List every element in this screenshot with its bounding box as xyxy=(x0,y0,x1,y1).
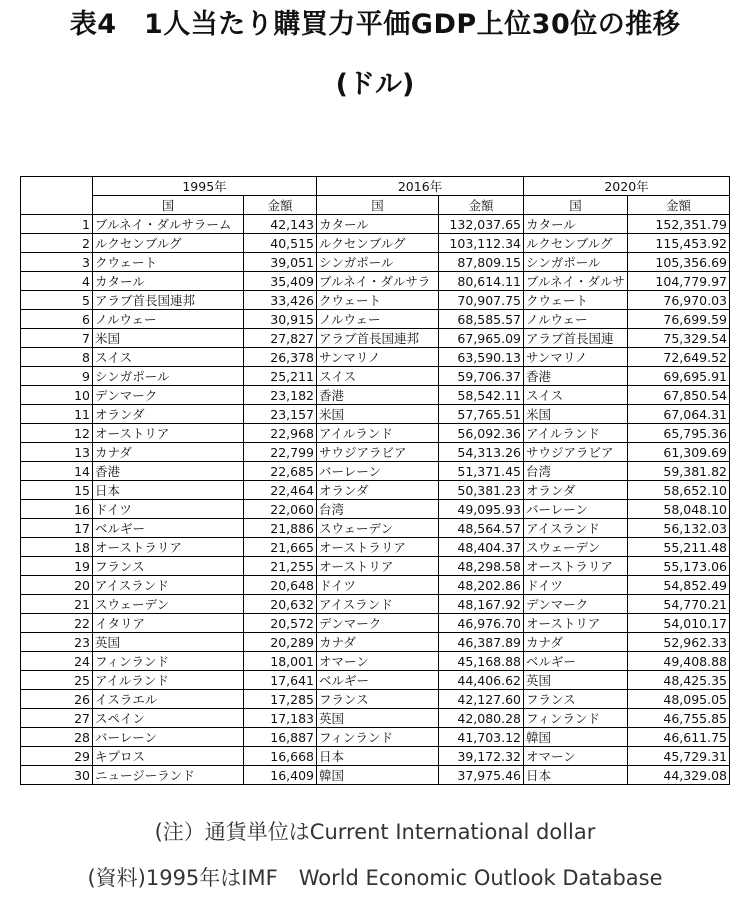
country-1995-cell: ルクセンブルグ xyxy=(93,234,244,253)
rank-cell: 16 xyxy=(21,500,93,519)
country-header-1995: 国 xyxy=(93,196,244,215)
gdp-ranking-table xyxy=(20,176,730,785)
country-1995-cell: オランダ xyxy=(93,405,244,424)
page-title: 表4 1人当たり購買力平価GDP上位30位の推移 xyxy=(69,9,681,40)
amount-2020-cell: 105,356.69 xyxy=(628,253,730,272)
country-header-2020: 国 xyxy=(524,196,628,215)
country-1995-cell: オーストラリア xyxy=(93,538,244,557)
country-2016-cell: ドイツ xyxy=(317,576,439,595)
amount-2016-cell: 80,614.11 xyxy=(439,272,524,291)
rank-cell: 28 xyxy=(21,728,93,747)
country-2016-cell: アイスランド xyxy=(317,595,439,614)
amount-1995-cell: 22,685 xyxy=(244,462,317,481)
rank-cell: 20 xyxy=(21,576,93,595)
rank-cell: 22 xyxy=(21,614,93,633)
country-2020-cell: スイス xyxy=(524,386,628,405)
country-1995-cell: 英国 xyxy=(93,633,244,652)
country-1995-cell: ノルウェー xyxy=(93,310,244,329)
country-2020-cell: フィンランド xyxy=(524,709,628,728)
country-2016-cell: サンマリノ xyxy=(317,348,439,367)
amount-1995-cell: 17,641 xyxy=(244,671,317,690)
amount-1995-cell: 21,255 xyxy=(244,557,317,576)
table-body xyxy=(21,215,730,785)
table-row xyxy=(21,633,730,652)
amount-2020-cell: 52,962.33 xyxy=(628,633,730,652)
country-2016-cell: アラブ首長国連邦 xyxy=(317,329,439,348)
table-row xyxy=(21,728,730,747)
table-row xyxy=(21,557,730,576)
amount-1995-cell: 22,060 xyxy=(244,500,317,519)
amount-1995-cell: 21,886 xyxy=(244,519,317,538)
country-2020-cell: オランダ xyxy=(524,481,628,500)
country-2020-cell: アイスランド xyxy=(524,519,628,538)
rank-cell: 21 xyxy=(21,595,93,614)
amount-2020-cell: 61,309.69 xyxy=(628,443,730,462)
table-row xyxy=(21,291,730,310)
amount-2020-cell: 115,453.92 xyxy=(628,234,730,253)
table-row xyxy=(21,576,730,595)
country-2016-cell: 香港 xyxy=(317,386,439,405)
amount-2020-cell: 58,652.10 xyxy=(628,481,730,500)
amount-header-1995: 金額 xyxy=(244,196,317,215)
amount-2020-cell: 46,611.75 xyxy=(628,728,730,747)
amount-2020-cell: 67,064.31 xyxy=(628,405,730,424)
year-header-1995: 1995年 xyxy=(93,177,317,196)
country-2016-cell: ルクセンブルグ xyxy=(317,234,439,253)
country-1995-cell: イスラエル xyxy=(93,690,244,709)
amount-2016-cell: 59,706.37 xyxy=(439,367,524,386)
country-2016-cell: 米国 xyxy=(317,405,439,424)
table-row xyxy=(21,690,730,709)
amount-2016-cell: 46,387.89 xyxy=(439,633,524,652)
country-2020-cell: カタール xyxy=(524,215,628,234)
country-2020-cell: アラブ首長国連 xyxy=(524,329,628,348)
amount-2020-cell: 104,779.97 xyxy=(628,272,730,291)
rank-cell: 5 xyxy=(21,291,93,310)
rank-cell: 15 xyxy=(21,481,93,500)
table-row xyxy=(21,652,730,671)
table-row xyxy=(21,538,730,557)
rank-cell: 18 xyxy=(21,538,93,557)
amount-1995-cell: 16,668 xyxy=(244,747,317,766)
rank-cell: 13 xyxy=(21,443,93,462)
table-row xyxy=(21,234,730,253)
rank-cell: 11 xyxy=(21,405,93,424)
year-header-2020: 2020年 xyxy=(524,177,730,196)
amount-2016-cell: 57,765.51 xyxy=(439,405,524,424)
amount-2020-cell: 76,970.03 xyxy=(628,291,730,310)
country-2016-cell: シンガポール xyxy=(317,253,439,272)
amount-2016-cell: 49,095.93 xyxy=(439,500,524,519)
amount-1995-cell: 20,632 xyxy=(244,595,317,614)
rank-cell: 10 xyxy=(21,386,93,405)
amount-2016-cell: 50,381.23 xyxy=(439,481,524,500)
amount-2016-cell: 48,167.92 xyxy=(439,595,524,614)
amount-1995-cell: 20,648 xyxy=(244,576,317,595)
table-row xyxy=(21,215,730,234)
rank-cell: 23 xyxy=(21,633,93,652)
amount-2016-cell: 48,564.57 xyxy=(439,519,524,538)
country-1995-cell: オーストリア xyxy=(93,424,244,443)
country-2016-cell: サウジアラビア xyxy=(317,443,439,462)
year-header-2016: 2016年 xyxy=(317,177,524,196)
country-2016-cell: オーストラリア xyxy=(317,538,439,557)
country-2020-cell: ベルギー xyxy=(524,652,628,671)
country-2020-cell: オーストリア xyxy=(524,614,628,633)
amount-2020-cell: 69,695.91 xyxy=(628,367,730,386)
amount-2020-cell: 56,132.03 xyxy=(628,519,730,538)
amount-2020-cell: 58,048.10 xyxy=(628,500,730,519)
amount-2016-cell: 103,112.34 xyxy=(439,234,524,253)
country-1995-cell: アラブ首長国連邦 xyxy=(93,291,244,310)
country-2016-cell: ノルウェー xyxy=(317,310,439,329)
amount-2016-cell: 87,809.15 xyxy=(439,253,524,272)
amount-2020-cell: 54,852.49 xyxy=(628,576,730,595)
table-row xyxy=(21,766,730,785)
rank-cell: 27 xyxy=(21,709,93,728)
country-2016-cell: オーストリア xyxy=(317,557,439,576)
country-1995-cell: キプロス xyxy=(93,747,244,766)
amount-2016-cell: 48,404.37 xyxy=(439,538,524,557)
country-1995-cell: スイス xyxy=(93,348,244,367)
currency-note: (注）通貨単位はCurrent International dollar xyxy=(154,820,596,844)
country-2016-cell: ベルギー xyxy=(317,671,439,690)
rank-cell: 29 xyxy=(21,747,93,766)
country-2016-cell: カタール xyxy=(317,215,439,234)
table-row xyxy=(21,386,730,405)
rank-cell: 7 xyxy=(21,329,93,348)
unit-subtitle: (ドル) xyxy=(335,69,415,100)
amount-1995-cell: 30,915 xyxy=(244,310,317,329)
amount-1995-cell: 22,464 xyxy=(244,481,317,500)
table-row xyxy=(21,443,730,462)
amount-1995-cell: 17,285 xyxy=(244,690,317,709)
amount-2016-cell: 46,976.70 xyxy=(439,614,524,633)
amount-2016-cell: 67,965.09 xyxy=(439,329,524,348)
amount-1995-cell: 16,409 xyxy=(244,766,317,785)
amount-2016-cell: 39,172.32 xyxy=(439,747,524,766)
country-2020-cell: オーストラリア xyxy=(524,557,628,576)
amount-2016-cell: 42,127.60 xyxy=(439,690,524,709)
country-2016-cell: ブルネイ・ダルサラ xyxy=(317,272,439,291)
country-2016-cell: オマーン xyxy=(317,652,439,671)
amount-2016-cell: 70,907.75 xyxy=(439,291,524,310)
country-1995-cell: ニュージーランド xyxy=(93,766,244,785)
amount-2020-cell: 67,850.54 xyxy=(628,386,730,405)
amount-2020-cell: 54,770.21 xyxy=(628,595,730,614)
amount-2020-cell: 48,095.05 xyxy=(628,690,730,709)
amount-header-2020: 金額 xyxy=(628,196,730,215)
rank-cell: 8 xyxy=(21,348,93,367)
rank-cell: 9 xyxy=(21,367,93,386)
amount-2020-cell: 76,699.59 xyxy=(628,310,730,329)
country-1995-cell: ドイツ xyxy=(93,500,244,519)
country-2020-cell: フランス xyxy=(524,690,628,709)
table-row xyxy=(21,348,730,367)
country-2016-cell: 台湾 xyxy=(317,500,439,519)
amount-2020-cell: 44,329.08 xyxy=(628,766,730,785)
amount-2020-cell: 48,425.35 xyxy=(628,671,730,690)
amount-2020-cell: 45,729.31 xyxy=(628,747,730,766)
amount-1995-cell: 17,183 xyxy=(244,709,317,728)
country-1995-cell: バーレーン xyxy=(93,728,244,747)
amount-2016-cell: 51,371.45 xyxy=(439,462,524,481)
table-row xyxy=(21,462,730,481)
country-2020-cell: ノルウェー xyxy=(524,310,628,329)
country-1995-cell: シンガポール xyxy=(93,367,244,386)
rank-cell: 24 xyxy=(21,652,93,671)
table-row xyxy=(21,253,730,272)
country-1995-cell: イタリア xyxy=(93,614,244,633)
country-2016-cell: スイス xyxy=(317,367,439,386)
country-2016-cell: オランダ xyxy=(317,481,439,500)
amount-1995-cell: 26,378 xyxy=(244,348,317,367)
table-row xyxy=(21,747,730,766)
sub-header-row xyxy=(21,196,730,215)
country-header-2016: 国 xyxy=(317,196,439,215)
amount-1995-cell: 16,887 xyxy=(244,728,317,747)
country-2016-cell: 日本 xyxy=(317,747,439,766)
amount-1995-cell: 20,572 xyxy=(244,614,317,633)
amount-2016-cell: 68,585.57 xyxy=(439,310,524,329)
amount-2016-cell: 48,202.86 xyxy=(439,576,524,595)
country-2020-cell: ブルネイ・ダルサ xyxy=(524,272,628,291)
table-row xyxy=(21,424,730,443)
table-row xyxy=(21,310,730,329)
country-2020-cell: ルクセンブルグ xyxy=(524,234,628,253)
country-1995-cell: ブルネイ・ダルサラーム xyxy=(93,215,244,234)
amount-2020-cell: 55,173.06 xyxy=(628,557,730,576)
country-2020-cell: 香港 xyxy=(524,367,628,386)
rank-cell: 2 xyxy=(21,234,93,253)
amount-header-2016: 金額 xyxy=(439,196,524,215)
country-2020-cell: サンマリノ xyxy=(524,348,628,367)
table-row xyxy=(21,405,730,424)
amount-2020-cell: 46,755.85 xyxy=(628,709,730,728)
country-2020-cell: 米国 xyxy=(524,405,628,424)
country-2016-cell: 英国 xyxy=(317,709,439,728)
country-2016-cell: スウェーデン xyxy=(317,519,439,538)
country-2020-cell: デンマーク xyxy=(524,595,628,614)
amount-2016-cell: 48,298.58 xyxy=(439,557,524,576)
country-2020-cell: バーレーン xyxy=(524,500,628,519)
country-2016-cell: アイルランド xyxy=(317,424,439,443)
country-2020-cell: ドイツ xyxy=(524,576,628,595)
country-2020-cell: シンガポール xyxy=(524,253,628,272)
rank-cell: 6 xyxy=(21,310,93,329)
country-1995-cell: フィンランド xyxy=(93,652,244,671)
amount-1995-cell: 27,827 xyxy=(244,329,317,348)
rank-cell: 26 xyxy=(21,690,93,709)
amount-2016-cell: 45,168.88 xyxy=(439,652,524,671)
amount-2016-cell: 37,975.46 xyxy=(439,766,524,785)
country-2020-cell: アイルランド xyxy=(524,424,628,443)
country-2020-cell: 韓国 xyxy=(524,728,628,747)
table-row xyxy=(21,519,730,538)
source-note: (資料)1995年はIMF World Economic Outlook Database xyxy=(87,866,663,890)
country-2016-cell: バーレーン xyxy=(317,462,439,481)
amount-2016-cell: 58,542.11 xyxy=(439,386,524,405)
amount-1995-cell: 33,426 xyxy=(244,291,317,310)
country-1995-cell: 日本 xyxy=(93,481,244,500)
rank-header-cell xyxy=(21,177,93,215)
country-2020-cell: 英国 xyxy=(524,671,628,690)
amount-1995-cell: 42,143 xyxy=(244,215,317,234)
country-1995-cell: 米国 xyxy=(93,329,244,348)
table-row xyxy=(21,272,730,291)
year-header-row xyxy=(21,177,730,196)
amount-1995-cell: 35,409 xyxy=(244,272,317,291)
country-1995-cell: スウェーデン xyxy=(93,595,244,614)
amount-2020-cell: 65,795.36 xyxy=(628,424,730,443)
country-1995-cell: スペイン xyxy=(93,709,244,728)
table-row xyxy=(21,709,730,728)
country-1995-cell: デンマーク xyxy=(93,386,244,405)
rank-cell: 25 xyxy=(21,671,93,690)
amount-2016-cell: 132,037.65 xyxy=(439,215,524,234)
country-2016-cell: フィンランド xyxy=(317,728,439,747)
country-2016-cell: カナダ xyxy=(317,633,439,652)
amount-2016-cell: 56,092.36 xyxy=(439,424,524,443)
amount-2020-cell: 59,381.82 xyxy=(628,462,730,481)
amount-2016-cell: 44,406.62 xyxy=(439,671,524,690)
amount-2020-cell: 54,010.17 xyxy=(628,614,730,633)
table-row xyxy=(21,367,730,386)
amount-2020-cell: 49,408.88 xyxy=(628,652,730,671)
table-row xyxy=(21,329,730,348)
country-1995-cell: 香港 xyxy=(93,462,244,481)
amount-2020-cell: 55,211.48 xyxy=(628,538,730,557)
country-2020-cell: 日本 xyxy=(524,766,628,785)
country-2020-cell: サウジアラビア xyxy=(524,443,628,462)
rank-cell: 3 xyxy=(21,253,93,272)
country-2016-cell: クウェート xyxy=(317,291,439,310)
country-2020-cell: カナダ xyxy=(524,633,628,652)
table-row xyxy=(21,614,730,633)
rank-cell: 12 xyxy=(21,424,93,443)
table-row xyxy=(21,595,730,614)
amount-1995-cell: 22,799 xyxy=(244,443,317,462)
amount-1995-cell: 22,968 xyxy=(244,424,317,443)
country-1995-cell: カタール xyxy=(93,272,244,291)
amount-1995-cell: 39,051 xyxy=(244,253,317,272)
country-2016-cell: デンマーク xyxy=(317,614,439,633)
table-row xyxy=(21,481,730,500)
rank-cell: 1 xyxy=(21,215,93,234)
country-2016-cell: フランス xyxy=(317,690,439,709)
amount-1995-cell: 18,001 xyxy=(244,652,317,671)
rank-cell: 19 xyxy=(21,557,93,576)
amount-1995-cell: 40,515 xyxy=(244,234,317,253)
country-2020-cell: クウェート xyxy=(524,291,628,310)
country-2020-cell: スウェーデン xyxy=(524,538,628,557)
country-1995-cell: アイルランド xyxy=(93,671,244,690)
amount-2020-cell: 75,329.54 xyxy=(628,329,730,348)
rank-cell: 4 xyxy=(21,272,93,291)
amount-1995-cell: 23,157 xyxy=(244,405,317,424)
country-1995-cell: カナダ xyxy=(93,443,244,462)
country-1995-cell: ベルギー xyxy=(93,519,244,538)
table-row xyxy=(21,671,730,690)
amount-2016-cell: 41,703.12 xyxy=(439,728,524,747)
amount-2016-cell: 54,313.26 xyxy=(439,443,524,462)
amount-1995-cell: 21,665 xyxy=(244,538,317,557)
amount-1995-cell: 20,289 xyxy=(244,633,317,652)
country-2020-cell: 台湾 xyxy=(524,462,628,481)
amount-1995-cell: 25,211 xyxy=(244,367,317,386)
country-1995-cell: クウェート xyxy=(93,253,244,272)
amount-1995-cell: 23,182 xyxy=(244,386,317,405)
country-2020-cell: オマーン xyxy=(524,747,628,766)
country-1995-cell: フランス xyxy=(93,557,244,576)
country-1995-cell: アイスランド xyxy=(93,576,244,595)
amount-2016-cell: 63,590.13 xyxy=(439,348,524,367)
amount-2020-cell: 72,649.52 xyxy=(628,348,730,367)
country-2016-cell: 韓国 xyxy=(317,766,439,785)
table-row xyxy=(21,500,730,519)
rank-cell: 14 xyxy=(21,462,93,481)
rank-cell: 17 xyxy=(21,519,93,538)
amount-2020-cell: 152,351.79 xyxy=(628,215,730,234)
rank-cell: 30 xyxy=(21,766,93,785)
amount-2016-cell: 42,080.28 xyxy=(439,709,524,728)
